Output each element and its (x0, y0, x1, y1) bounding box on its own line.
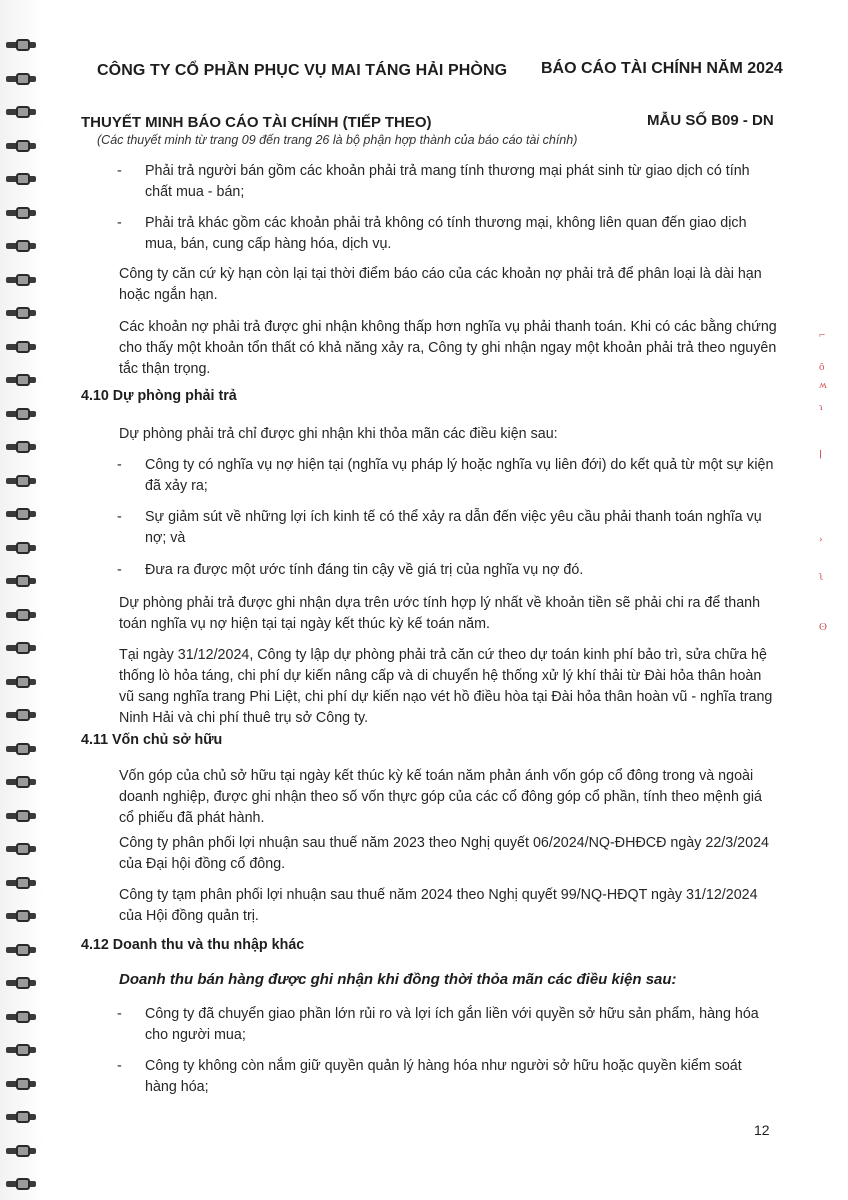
binding-ring (6, 876, 36, 890)
section-subtitle: (Các thuyết minh từ trang 09 đến trang 26 là bộ phận hợp thành của báo cáo tài chính) (97, 133, 578, 147)
subheading: Doanh thu bán hàng được ghi nhận khi đồng thời thỏa mãn các điều kiện sau: (119, 971, 677, 988)
document-page (44, 0, 848, 1200)
binding-hole (16, 1044, 30, 1056)
binding-ring (6, 842, 36, 856)
binding-ring (6, 574, 36, 588)
binding-ring (6, 909, 36, 923)
list-item-text: Công ty không còn nắm giữ quyền quản lý hàng hóa như người sở hữu hoặc quyền kiểm soát hàng hóa; (145, 1058, 742, 1095)
binding-hole (16, 944, 30, 956)
form-code: MẪU SỐ B09 - DN (647, 112, 774, 129)
binding-hole (16, 441, 30, 453)
spiral-binding (0, 0, 44, 1200)
list-item (117, 1004, 775, 1046)
bullet-dash: - (117, 1058, 122, 1074)
binding-ring (6, 105, 36, 119)
binding-hole (16, 341, 30, 353)
list-item (117, 213, 775, 255)
heading-4-12: 4.12 Doanh thu và thu nhập khác (81, 937, 305, 953)
binding-hole (16, 910, 30, 922)
binding-hole (16, 240, 30, 252)
binding-ring (6, 641, 36, 655)
bullet-dash: - (117, 509, 122, 525)
paragraph: Vốn góp của chủ sở hữu tại ngày kết thúc kỳ kế toán năm phản ánh vốn góp cổ đông trong và ngoài doanh nghiệp, được ghi nhận theo số vốn thực góp của các cổ đông góp cổ phần, tính theo mệnh giá cổ phiếu đã phát hành. (119, 768, 762, 826)
paragraph: Dự phòng phải trả chỉ được ghi nhận khi thỏa mãn các điều kiện sau: (119, 426, 558, 442)
binding-ring (6, 407, 36, 421)
binding-hole (16, 542, 30, 554)
list-item-text: Công ty đã chuyển giao phần lớn rủi ro và lợi ích gắn liền với quyền sở hữu sản phẩm, hàng hóa cho người mua; (145, 1006, 759, 1043)
bullet-dash: - (117, 215, 122, 231)
section-title: THUYẾT MINH BÁO CÁO TÀI CHÍNH (TIẾP THEO) (81, 114, 432, 131)
binding-hole (16, 475, 30, 487)
company-name: CÔNG TY CỔ PHẦN PHỤC VỤ MAI TÁNG HẢI PHÒNG (97, 62, 508, 79)
binding-hole (16, 106, 30, 118)
binding-ring (6, 139, 36, 153)
binding-hole (16, 1111, 30, 1123)
bullet-dash: - (117, 457, 122, 473)
binding-ring (6, 675, 36, 689)
binding-ring (6, 172, 36, 186)
margin-bleed-marks (819, 320, 845, 660)
binding-ring (6, 239, 36, 253)
list-item-text: Phải trả người bán gồm các khoản phải trả mang tính thương mại phát sinh từ giao dịch có tính chất mua - bán; (145, 163, 750, 200)
list-item (117, 1056, 775, 1098)
list-item (117, 507, 775, 549)
binding-hole (16, 1178, 30, 1190)
binding-ring (6, 1010, 36, 1024)
binding-ring (6, 541, 36, 555)
bullet-dash: - (117, 1006, 122, 1022)
report-title: BÁO CÁO TÀI CHÍNH NĂM 2024 (541, 60, 783, 77)
binding-ring (6, 38, 36, 52)
heading-4-10: 4.10 Dự phòng phải trả (81, 388, 237, 404)
list-item (117, 455, 775, 497)
binding-hole (16, 1011, 30, 1023)
bleed-mark: ʍ (819, 379, 827, 391)
bleed-mark: ʘ (819, 621, 827, 633)
binding-ring (6, 775, 36, 789)
binding-hole (16, 676, 30, 688)
binding-ring (6, 206, 36, 220)
binding-hole (16, 977, 30, 989)
binding-ring (6, 507, 36, 521)
binding-ring (6, 1144, 36, 1158)
binding-ring (6, 474, 36, 488)
list-item (117, 560, 775, 581)
paragraph: Công ty tạm phân phối lợi nhuận sau thuế năm 2024 theo Nghị quyết 99/NQ-HĐQT ngày 31/12/2024 của Hội đồng quản trị. (119, 887, 758, 924)
bullet-dash: - (117, 163, 122, 179)
binding-ring (6, 1110, 36, 1124)
binding-hole (16, 408, 30, 420)
paragraph: Dự phòng phải trả được ghi nhận dựa trên ước tính hợp lý nhất về khoản tiền sẽ phải chi ra để thanh toán nghĩa vụ nợ hiện tại tại ngày kết thúc kỳ kế toán năm. (119, 595, 761, 632)
list-item-text: Công ty có nghĩa vụ nợ hiện tại (nghĩa vụ pháp lý hoặc nghĩa vụ liên đới) do kết quả từ một sự kiện đã xảy ra; (145, 457, 774, 494)
list-item (117, 161, 775, 203)
paragraph: Tại ngày 31/12/2024, Công ty lập dự phòng phải trả căn cứ theo dự toán kinh phí bảo trì, sửa chữa hệ thống lò hỏa táng, chi phí dự kiến nâng cấp và di chuyển hệ thống xử lý khí thải từ Đài hỏa thân hoàn vũ sang nghĩa trang Phi Liệt, chi phí dự kiến nạo vét hồ điều hòa tại Đài hỏa thân hoàn vũ - nghĩa trang Ninh Hải và chi phí thuê trụ sở Công ty. (119, 647, 773, 726)
binding-ring (6, 708, 36, 722)
binding-hole (16, 207, 30, 219)
binding-hole (16, 307, 30, 319)
binding-hole (16, 173, 30, 185)
binding-hole (16, 609, 30, 621)
binding-ring (6, 273, 36, 287)
bleed-mark: › (819, 533, 823, 545)
binding-ring (6, 72, 36, 86)
paragraph: Các khoản nợ phải trả được ghi nhận không thấp hơn nghĩa vụ phải thanh toán. Khi có các bằng chứng cho thấy một khoản tổn thất có khả năng xảy ra, Công ty ghi nhận ngay một khoản phải trả theo nguyên tắc thận trọng. (119, 319, 777, 377)
binding-ring (6, 742, 36, 756)
bleed-mark: ⌐ (819, 329, 826, 341)
binding-hole (16, 1078, 30, 1090)
binding-hole (16, 73, 30, 85)
binding-hole (16, 877, 30, 889)
bleed-mark: ꞁ (819, 447, 823, 459)
bleed-mark: ɿ (819, 401, 823, 413)
heading-4-11: 4.11 Vốn chủ sở hữu (81, 732, 223, 748)
binding-hole (16, 1145, 30, 1157)
bleed-mark: ʅ (819, 571, 824, 583)
list-item-text: Sự giảm sút về những lợi ích kinh tế có thể xảy ra dẫn đến việc yêu cầu phải thanh toán nghĩa vụ nợ; và (145, 509, 762, 546)
bullet-dash: - (117, 562, 122, 578)
binding-hole (16, 374, 30, 386)
binding-hole (16, 575, 30, 587)
binding-hole (16, 508, 30, 520)
binding-ring (6, 608, 36, 622)
binding-ring (6, 943, 36, 957)
binding-hole (16, 776, 30, 788)
binding-ring (6, 1077, 36, 1091)
paragraph: Công ty căn cứ kỳ hạn còn lại tại thời điểm báo cáo của các khoản nợ phải trả để phân loại là dài hạn hoặc ngắn hạn. (119, 266, 762, 303)
binding-hole (16, 743, 30, 755)
binding-ring (6, 373, 36, 387)
page-number: 12 (754, 1122, 770, 1138)
binding-ring (6, 440, 36, 454)
binding-hole (16, 642, 30, 654)
binding-hole (16, 39, 30, 51)
binding-ring (6, 340, 36, 354)
binding-hole (16, 843, 30, 855)
binding-ring (6, 976, 36, 990)
bleed-mark: ô (819, 361, 825, 373)
binding-ring (6, 306, 36, 320)
binding-hole (16, 709, 30, 721)
binding-ring (6, 809, 36, 823)
list-item-text: Đưa ra được một ước tính đáng tin cậy về giá trị của nghĩa vụ nợ đó. (145, 562, 584, 578)
binding-ring (6, 1177, 36, 1191)
paragraph: Công ty phân phối lợi nhuận sau thuế năm 2023 theo Nghị quyết 06/2024/NQ-ĐHĐCĐ ngày 22/3/2024 của Đại hội đồng cổ đông. (119, 835, 769, 872)
binding-hole (16, 810, 30, 822)
binding-hole (16, 140, 30, 152)
binding-ring (6, 1043, 36, 1057)
list-item-text: Phải trả khác gồm các khoản phải trả không có tính thương mại, không liên quan đến giao dịch mua, bán, cung cấp hàng hóa, dịch vụ. (145, 215, 747, 252)
binding-hole (16, 274, 30, 286)
